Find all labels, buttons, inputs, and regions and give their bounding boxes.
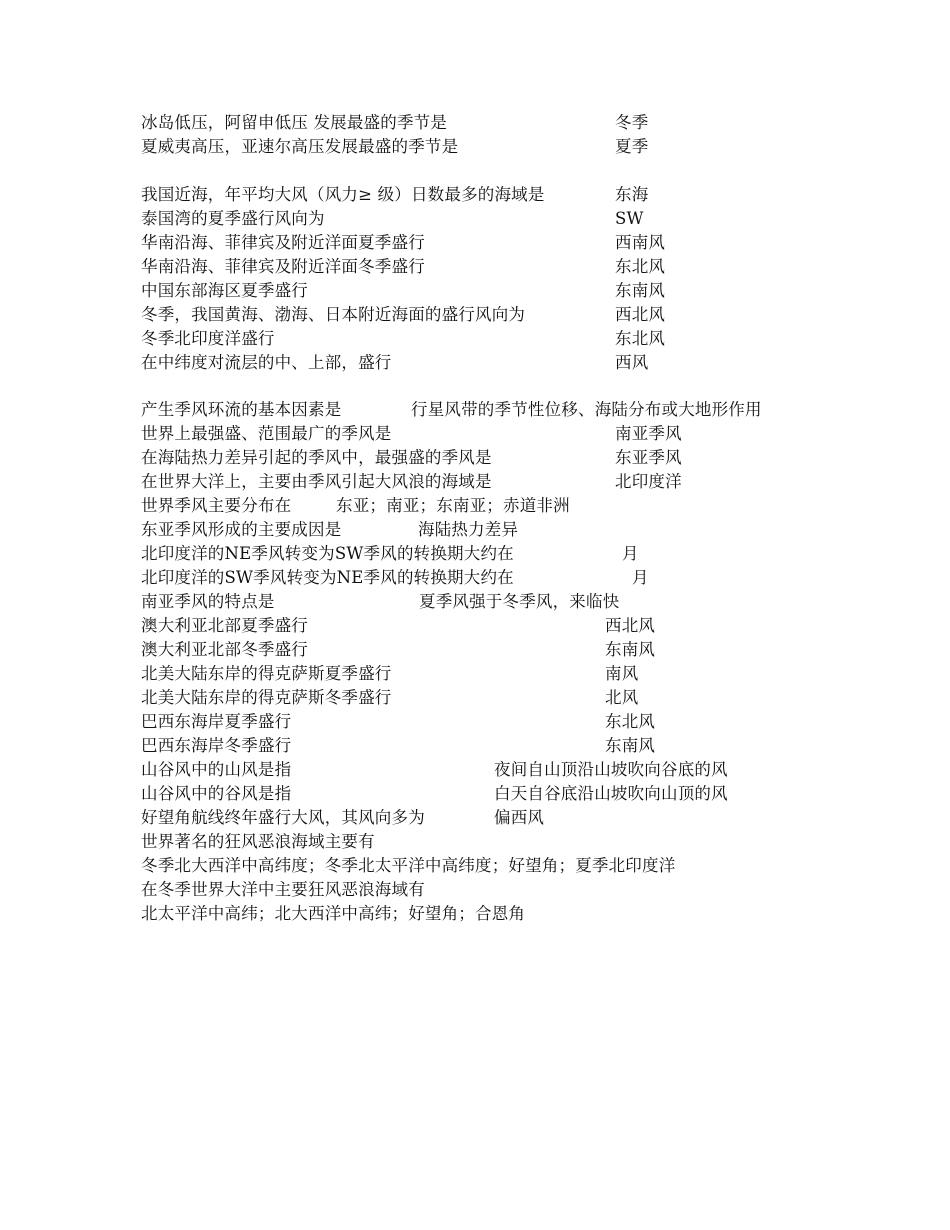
question-text: 巴西东海岸夏季盛行 [141,712,292,731]
answer-text: 东南风 [615,281,666,300]
text-line [0,567,950,591]
answer-text: 偏西风 [494,808,545,827]
answer-text: 东北风 [605,712,656,731]
text-line [0,831,950,855]
text-line [0,735,950,759]
text-line [0,304,950,328]
question-text: 华南沿海、菲律宾及附近洋面冬季盛行 [141,257,425,276]
answer-text: 西北风 [605,616,656,635]
text-line [0,615,950,639]
text-line [0,759,950,783]
text-line [0,136,950,160]
answer-text: 西风 [615,353,649,372]
question-text: 中国东部海区夏季盛行 [141,281,308,300]
answer-text: 南风 [605,664,639,683]
text-line [0,783,950,807]
text-line [0,495,950,519]
question-text: 冰岛低压，阿留申低压 发展最盛的季节是 [141,113,448,132]
text-line [0,280,950,304]
question-text: 巴西东海岸冬季盛行 [141,736,292,755]
answer-text: 月 [632,568,649,587]
text-line [0,807,950,831]
text-line [0,591,950,615]
question-text: 北印度洋的NE季风转变为SW季风的转换期大约在 [141,544,514,563]
text-line [0,447,950,471]
question-text: 北美大陆东岸的得克萨斯冬季盛行 [141,688,392,707]
answer-text: 月 [622,544,639,563]
text-line [0,471,950,495]
question-text: 世界季风主要分布在 [141,496,292,515]
text-line [0,879,950,903]
text-line [0,855,950,879]
question-text: 冬季，我国黄海、渤海、日本附近海面的盛行风向为 [141,305,526,324]
text-line [0,423,950,447]
answer-text: 白天自谷底沿山坡吹向山顶的风 [494,784,728,803]
question-text: 北美大陆东岸的得克萨斯夏季盛行 [141,664,392,683]
question-text: 好望角航线终年盛行大风，其风向多为 [141,808,425,827]
answer-text: 行星风带的季节性位移、海陆分布或大地形作用 [411,400,762,419]
text-line [0,687,950,711]
question-text: 冬季北印度洋盛行 [141,329,275,348]
text-line [0,399,950,423]
answer-text: SW [615,209,644,228]
question-text: 澳大利亚北部冬季盛行 [141,640,308,659]
answer-text: 北太平洋中高纬；北大西洋中高纬；好望角；合恩角 [141,904,526,923]
text-line [0,903,950,927]
question-text: 在中纬度对流层的中、上部，盛行 [141,353,392,372]
question-text: 世界著名的狂风恶浪海域主要有 [141,832,375,851]
answer-text: 东北风 [615,257,666,276]
question-text: 我国近海，年平均大风（风力≥ 级）日数最多的海域是 [141,185,545,204]
answer-text: 东亚；南亚；东南亚；赤道非洲 [336,496,570,515]
question-text: 泰国湾的夏季盛行风向为 [141,209,325,228]
text-line [0,543,950,567]
text-line [0,328,950,352]
text-line [0,519,950,543]
answer-text: 西南风 [615,233,666,252]
answer-text: 夜间自山顶沿山坡吹向谷底的风 [494,760,728,779]
text-line [0,184,950,208]
answer-text: 东海 [615,185,649,204]
text-line [0,639,950,663]
question-text: 夏威夷高压，亚速尔高压发展最盛的季节是 [141,137,459,156]
answer-text: 夏季风强于冬季风，来临快 [419,592,620,611]
question-text: 在世界大洋上，主要由季风引起大风浪的海域是 [141,472,492,491]
question-text: 在冬季世界大洋中主要狂风恶浪海域有 [141,880,425,899]
answer-text: 东亚季风 [615,448,682,467]
text-line [0,711,950,735]
question-text: 澳大利亚北部夏季盛行 [141,616,308,635]
answer-text: 北风 [605,688,639,707]
text-line [0,352,950,376]
question-text: 山谷风中的谷风是指 [141,784,292,803]
text-line [0,112,950,136]
text-line [0,232,950,256]
question-text: 北印度洋的SW季风转变为NE季风的转换期大约在 [141,568,514,587]
answer-text: 冬季北大西洋中高纬度；冬季北太平洋中高纬度；好望角；夏季北印度洋 [141,856,676,875]
question-text: 产生季风环流的基本因素是 [141,400,342,419]
answer-text: 南亚季风 [615,424,682,443]
question-text: 华南沿海、菲律宾及附近洋面夏季盛行 [141,233,425,252]
question-text: 世界上最强盛、范围最广的季风是 [141,424,392,443]
question-text: 在海陆热力差异引起的季风中，最强盛的季风是 [141,448,492,467]
answer-text: 东北风 [615,329,666,348]
answer-text: 东南风 [605,736,656,755]
question-text: 山谷风中的山风是指 [141,760,292,779]
answer-text: 夏季 [615,137,649,156]
answer-text: 北印度洋 [615,472,682,491]
answer-text: 冬季 [615,113,649,132]
text-line [0,256,950,280]
question-text: 东亚季风形成的主要成因是 [141,520,342,539]
answer-text: 西北风 [615,305,666,324]
text-line [0,208,950,232]
answer-text: 东南风 [605,640,656,659]
text-line [0,663,950,687]
answer-text: 海陆热力差异 [418,520,519,539]
question-text: 南亚季风的特点是 [141,592,275,611]
